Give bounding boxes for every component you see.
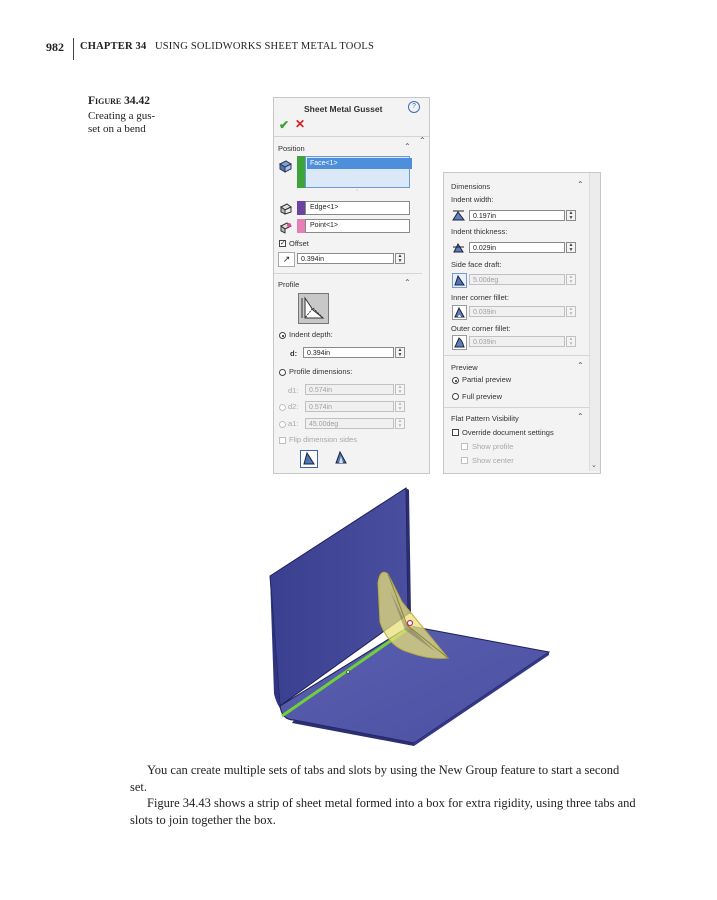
scrollbar[interactable] (589, 173, 600, 471)
d1-spinner[interactable]: ▲ ▼ (395, 384, 405, 395)
collapse-chevron-icon[interactable]: ⌃ (404, 278, 411, 287)
gusset-rounded-icon[interactable] (333, 450, 349, 466)
gusset-flat-icon[interactable] (300, 450, 318, 468)
side-face-draft-icon[interactable] (452, 273, 467, 288)
gusset-options-panel (443, 172, 601, 474)
body-paragraph-2: Figure 34.43 shows a strip of sheet metal formed into a box for extra rigidity, using three tabs and slots to join together the box. (130, 796, 636, 827)
flip-dimension-label: Flip dimension sides (289, 435, 357, 444)
figure-label: Figure 34.42 (88, 95, 151, 107)
full-preview-radio[interactable] (452, 393, 459, 400)
d1-label: d1: (288, 386, 299, 395)
show-center-checkbox[interactable] (461, 457, 468, 464)
indent-width-spinner[interactable]: ▲ ▼ (566, 210, 576, 221)
collapse-chevron-icon[interactable]: ⌃ (577, 412, 584, 421)
show-profile-label: Show profile (472, 442, 514, 451)
collapse-chevron-icon[interactable]: ⌃ (404, 142, 411, 151)
d2-label: d2: (288, 402, 299, 411)
offset-spinner[interactable]: ▲ ▼ (395, 253, 405, 264)
d2-spinner[interactable]: ▲ ▼ (395, 401, 405, 412)
inner-corner-fillet-icon[interactable] (452, 305, 467, 320)
header-divider (73, 38, 74, 60)
partial-preview-label: Partial preview (462, 375, 512, 384)
collapse-chevron-icon[interactable]: ⌃ (577, 361, 584, 370)
dimensions-section-title: Dimensions (451, 182, 491, 191)
full-preview-label: Full preview (462, 392, 503, 401)
inner-corner-fillet-spinner[interactable]: ▲ ▼ (566, 306, 576, 317)
cancel-x-icon[interactable]: ✕ (295, 117, 306, 131)
outer-corner-fillet-label: Outer corner fillet: (451, 324, 511, 333)
panel-title: Sheet Metal Gusset (304, 104, 383, 114)
indent-width-input[interactable]: 0.197in (469, 210, 565, 221)
collapse-chevron-icon[interactable]: ⌃ (577, 180, 584, 189)
profile-dimensions-radio[interactable] (279, 369, 286, 376)
indent-depth-radio[interactable] (279, 332, 286, 339)
edge-midpoint-marker[interactable] (347, 671, 350, 674)
d1-input[interactable]: 0.574in (305, 384, 394, 395)
divider (274, 273, 422, 274)
inner-corner-fillet-input[interactable]: 0.039in (469, 306, 565, 317)
indent-depth-input[interactable]: 0.394in (303, 347, 394, 358)
face-selection-item[interactable]: Face<1> (307, 158, 412, 169)
edge-selection-icon (279, 202, 292, 215)
outer-corner-fillet-spinner[interactable]: ▲ ▼ (566, 336, 576, 347)
side-face-draft-input[interactable]: 5.00deg (469, 274, 565, 285)
offset-direction-icon[interactable]: ↗ (278, 252, 295, 267)
show-profile-checkbox[interactable] (461, 443, 468, 450)
profile-dimensions-label: Profile dimensions: (289, 367, 353, 376)
a1-radio[interactable] (279, 421, 286, 428)
running-header (80, 41, 374, 52)
indent-thickness-spinner[interactable]: ▲ ▼ (566, 242, 576, 253)
profile-section-title: Profile (278, 280, 300, 289)
resize-grip-icon[interactable]: ◦ (356, 188, 359, 194)
inner-corner-fillet-label: Inner corner fillet: (451, 293, 509, 302)
face-selection-icon (279, 160, 292, 173)
chapter-number: CHAPTER 34 (80, 41, 147, 52)
d2-input[interactable]: 0.574in (305, 401, 394, 412)
indent-width-icon (452, 209, 465, 222)
gusset-property-manager (273, 97, 430, 474)
d-label: d: (290, 349, 298, 358)
preview-section-title: Preview (451, 363, 478, 372)
face-selection-box[interactable] (305, 156, 410, 188)
help-icon[interactable]: ? (408, 101, 420, 113)
point-selection-box[interactable]: Point<1> (305, 219, 410, 233)
outer-corner-fillet-icon[interactable] (452, 335, 467, 350)
override-settings-checkbox[interactable] (452, 429, 459, 436)
scroll-up-chevron-icon[interactable]: ⌃ (419, 136, 426, 145)
page-number: 982 (46, 40, 64, 54)
partial-preview-radio[interactable] (452, 377, 459, 384)
point-color-bar (297, 219, 305, 233)
figure-caption: Creating a gus- set on a bend (88, 110, 156, 135)
override-settings-label: Override document settings (462, 428, 554, 437)
indent-width-label: Indent width: (451, 195, 494, 204)
offset-checkbox[interactable]: ✓ (280, 240, 286, 247)
d2-radio[interactable] (279, 404, 286, 411)
flip-dimension-checkbox[interactable] (279, 437, 286, 444)
divider (444, 355, 589, 356)
offset-label: Offset (289, 239, 309, 248)
side-face-draft-label: Side face draft: (451, 260, 502, 269)
indent-depth-spinner[interactable]: ▲ ▼ (395, 347, 405, 358)
a1-spinner[interactable]: ▲ ▼ (395, 418, 405, 429)
divider (274, 136, 429, 137)
outer-corner-fillet-input[interactable]: 0.039in (469, 336, 565, 347)
offset-value-input[interactable]: 0.394in (297, 253, 394, 264)
indent-thickness-input[interactable]: 0.029in (469, 242, 565, 253)
divider (444, 407, 589, 408)
a1-input[interactable]: 45.00deg (305, 418, 394, 429)
edge-selection-box[interactable]: Edge<1> (305, 201, 410, 215)
a1-label: a1: (288, 419, 299, 428)
face-color-bar (297, 156, 305, 188)
flat-pattern-section-title: Flat Pattern Visibility (451, 414, 519, 423)
body-paragraph-1: You can create multiple sets of tabs and slots by using the New Group feature to start a second set. (130, 763, 620, 794)
selected-point-marker[interactable] (408, 621, 413, 626)
scroll-down-chevron-icon[interactable]: ⌄ (591, 462, 597, 469)
profile-type-icon[interactable] (298, 293, 329, 324)
side-face-draft-spinner[interactable]: ▲ ▼ (566, 274, 576, 285)
sheet-metal-model-viewport[interactable] (260, 480, 560, 755)
indent-thickness-icon (452, 241, 465, 254)
show-center-label: Show center (472, 456, 514, 465)
indent-depth-label: Indent depth: (289, 330, 333, 339)
chapter-title: USING SOLIDWORKS SHEET METAL TOOLS (154, 41, 375, 52)
edge-color-bar (297, 201, 305, 215)
indent-thickness-label: Indent thickness: (451, 227, 508, 236)
position-section-title: Position (278, 144, 305, 153)
point-selection-icon (279, 221, 292, 234)
ok-checkmark-icon[interactable]: ✔ (279, 118, 290, 132)
